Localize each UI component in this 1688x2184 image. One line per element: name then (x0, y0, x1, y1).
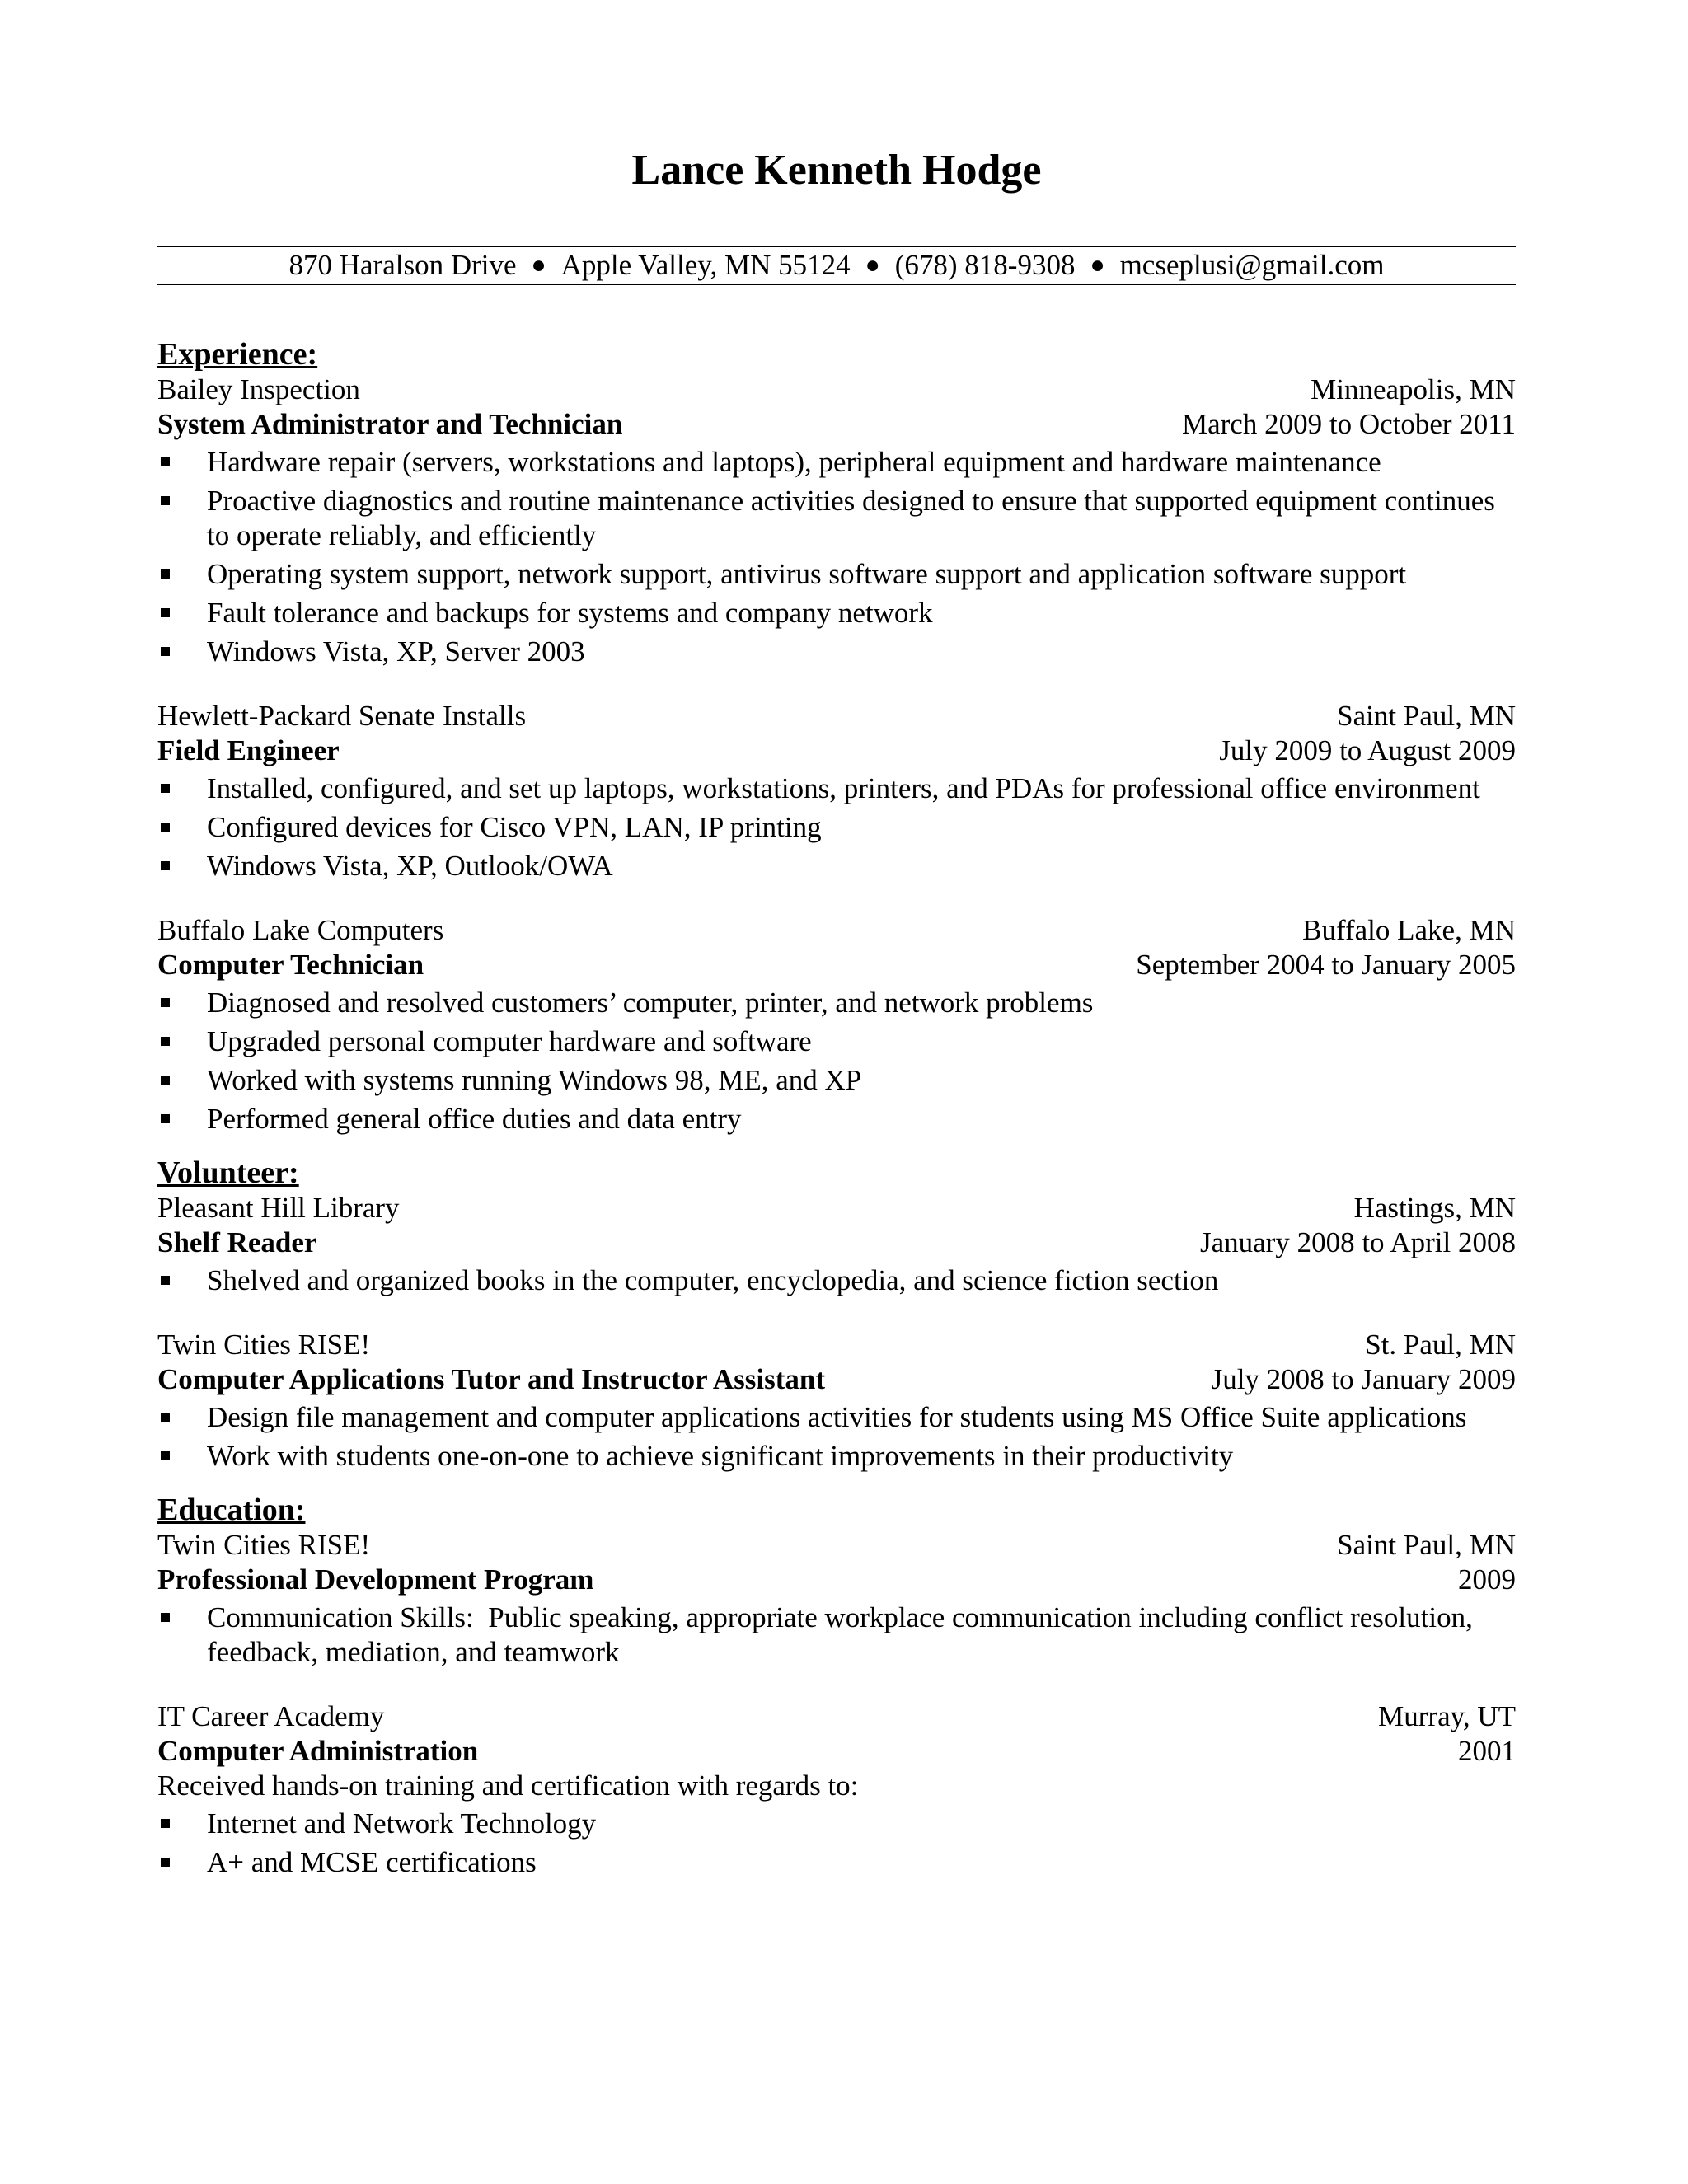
bullet-dot-icon: ● (531, 251, 546, 279)
entry-bullets (157, 1807, 1516, 1880)
list-item: Performed general office duties and data entry (157, 1102, 1516, 1137)
entry-org: Pleasant Hill Library (157, 1192, 400, 1224)
entry-bullets (157, 1263, 1516, 1298)
experience-heading: Experience: (157, 337, 318, 372)
resume-body (157, 336, 1516, 1898)
list-item: A+ and MCSE certifications (157, 1845, 1516, 1880)
entry-bullets (157, 445, 1516, 669)
entry-dates: March 2009 to October 2011 (1182, 408, 1516, 440)
entry-location: Saint Paul, MN (1337, 700, 1516, 732)
list-item: Operating system support, network support, antivirus software support and application software support (157, 557, 1516, 592)
list-item: Windows Vista, XP, Outlook/OWA (157, 849, 1516, 883)
contact-email[interactable]: mcseplusi@gmail.com (1119, 249, 1385, 281)
list-item: Windows Vista, XP, Server 2003 (157, 635, 1516, 669)
contact-address: 870 Haralson Drive (288, 249, 517, 281)
bullet-dot-icon: ● (1090, 251, 1105, 279)
entry-role: Professional Development Program (157, 1563, 594, 1596)
entry-org: Buffalo Lake Computers (157, 914, 444, 946)
entry-dates: July 2008 to January 2009 (1211, 1363, 1516, 1395)
entry-org: Twin Cities RISE! (157, 1329, 371, 1361)
candidate-name: Lance Kenneth Hodge (631, 147, 1042, 194)
entry-bullets (157, 1400, 1516, 1474)
list-item: Diagnosed and resolved customers’ computer, printer, and network problems (157, 986, 1516, 1020)
entry-role: Shelf Reader (157, 1226, 317, 1258)
entry-org: Bailey Inspection (157, 373, 360, 405)
list-item: Fault tolerance and backups for systems and company network (157, 596, 1516, 630)
entry-location: Buffalo Lake, MN (1302, 914, 1516, 946)
entry-location: Murray, UT (1378, 1700, 1516, 1732)
entry-bullets (157, 1601, 1516, 1670)
list-item: Configured devices for Cisco VPN, LAN, IP printing (157, 810, 1516, 845)
experience-entry (157, 373, 1516, 669)
volunteer-heading: Volunteer: (157, 1155, 299, 1190)
entry-location: Saint Paul, MN (1337, 1529, 1516, 1561)
list-item: Upgraded personal computer hardware and software (157, 1024, 1516, 1059)
entry-role: Computer Technician (157, 949, 424, 981)
entry-org: IT Career Academy (157, 1700, 385, 1732)
entry-dates: 2009 (1458, 1563, 1516, 1596)
experience-entry (157, 699, 1516, 883)
entry-role: System Administrator and Technician (157, 408, 623, 440)
list-item: Shelved and organized books in the computer, encyclopedia, and science fiction section (157, 1263, 1516, 1298)
education-entry (157, 1528, 1516, 1670)
volunteer-entry (157, 1328, 1516, 1474)
entry-dates: July 2009 to August 2009 (1219, 734, 1516, 766)
education-entry (157, 1699, 1516, 1880)
entry-intro: Received hands-on training and certification with regards to: (157, 1769, 859, 1802)
list-item: Work with students one-on-one to achieve significant improvements in their productivity (157, 1439, 1516, 1474)
contact-city: Apple Valley, MN 55124 (560, 249, 851, 281)
list-item: Communication Skills: Public speaking, appropriate workplace communication including conflict resolution, feedback, mediation, and teamwork (157, 1601, 1516, 1670)
contact-bar (157, 246, 1516, 285)
entry-role: Computer Administration (157, 1735, 479, 1767)
entry-role: Computer Applications Tutor and Instructor Assistant (157, 1363, 826, 1395)
contact-phone: (678) 818-9308 (894, 249, 1076, 281)
list-item: Design file management and computer applications activities for students using MS Office Suite applications (157, 1400, 1516, 1435)
entry-org: Hewlett-Packard Senate Installs (157, 700, 527, 732)
entry-location: Minneapolis, MN (1311, 373, 1516, 405)
list-item: Hardware repair (servers, workstations and laptops), peripheral equipment and hardware maintenance (157, 445, 1516, 480)
list-item: Worked with systems running Windows 98, ME, and XP (157, 1063, 1516, 1098)
education-heading: Education: (157, 1493, 306, 1527)
entry-dates: January 2008 to April 2008 (1199, 1226, 1516, 1258)
entry-org: Twin Cities RISE! (157, 1529, 371, 1561)
experience-entry (157, 913, 1516, 1137)
volunteer-entry (157, 1191, 1516, 1298)
list-item: Internet and Network Technology (157, 1807, 1516, 1841)
entry-dates: 2001 (1458, 1735, 1516, 1767)
bullet-dot-icon: ● (865, 251, 880, 279)
entry-bullets (157, 986, 1516, 1137)
list-item: Installed, configured, and set up laptops, workstations, printers, and PDAs for professional office environment (157, 771, 1516, 806)
entry-location: St. Paul, MN (1365, 1329, 1516, 1361)
entry-dates: September 2004 to January 2005 (1136, 949, 1516, 981)
entry-location: Hastings, MN (1353, 1192, 1516, 1224)
list-item: Proactive diagnostics and routine maintenance activities designed to ensure that supported equipment continues to operate reliably, and efficiently (157, 484, 1516, 553)
entry-role: Field Engineer (157, 734, 340, 766)
entry-bullets (157, 771, 1516, 883)
